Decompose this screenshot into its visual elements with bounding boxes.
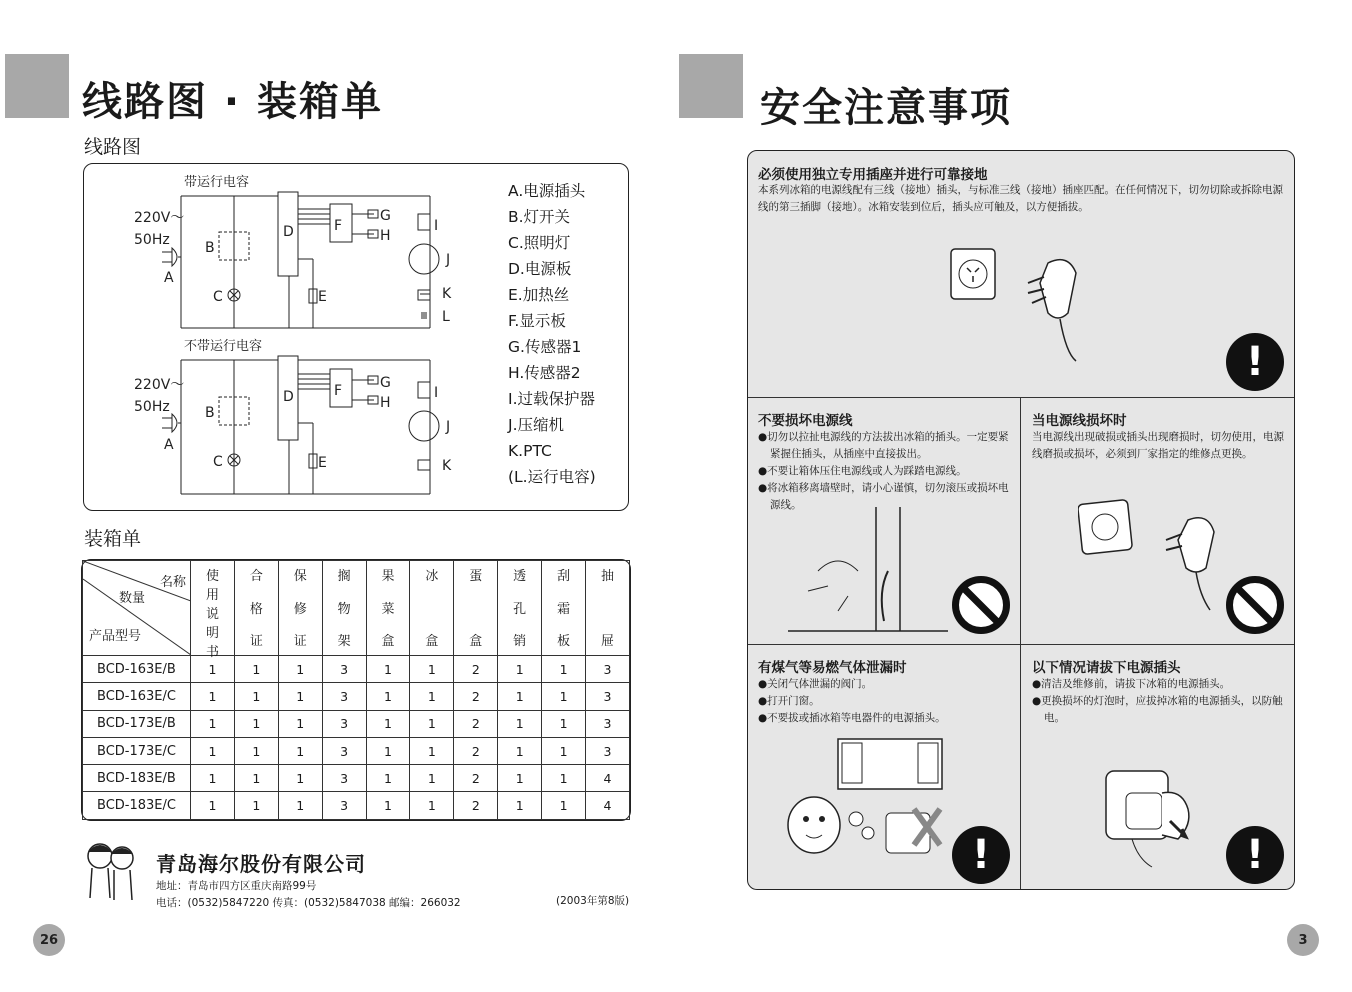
svg-text:C: C — [213, 454, 223, 470]
svg-text:220V～: 220V～ — [134, 377, 185, 393]
col-header: 抽 屉 — [586, 561, 630, 656]
svg-text:D: D — [283, 224, 294, 240]
warning-icon: ! — [952, 826, 1010, 884]
company-contact: 电话：(0532)5847220 传真：(0532)5847038 邮编：266032 — [156, 897, 461, 909]
section5-list — [1032, 676, 1288, 727]
svg-text:G: G — [380, 208, 391, 224]
wiring-heading: 线路图 — [84, 136, 142, 158]
legend-item: B.灯开关 — [508, 208, 571, 226]
mascot-logo — [82, 838, 140, 906]
col-header: 搁 物 架 — [322, 561, 366, 656]
title-marker — [5, 54, 69, 118]
company-name: 青岛海尔股份有限公司 — [156, 852, 366, 876]
title-marker-right — [679, 54, 743, 118]
col-header: 刮 霜 板 — [542, 561, 586, 656]
svg-text:50Hz: 50Hz — [134, 399, 170, 415]
svg-text:I: I — [434, 385, 439, 401]
page-number-left: 26 — [33, 924, 65, 956]
prohibited-icon — [1226, 576, 1284, 634]
table-row: BCD-183E/B 1 1 1 3 1 1 2 1 1 4 — [83, 765, 630, 792]
legend-item: C.照明灯 — [508, 234, 571, 252]
table-row: BCD-183E/C 1 1 1 3 1 1 2 1 1 4 — [83, 792, 630, 819]
packing-heading: 装箱单 — [84, 528, 142, 550]
legend-item: H.传感器2 — [508, 364, 581, 382]
svg-text:E: E — [318, 289, 327, 305]
col-header: 使 用 说 明 书 — [191, 561, 235, 656]
svg-text:H: H — [380, 228, 391, 244]
corner-model-label: 产品型号 — [89, 629, 142, 644]
company-address: 地址：青岛市四方区重庆南路99号 — [156, 880, 317, 892]
col-header: 透 孔 销 — [498, 561, 542, 656]
gas-leak-illustration — [766, 737, 956, 887]
svg-text:带运行电容: 带运行电容 — [184, 175, 250, 190]
section2-title: 不要损坏电源线 — [758, 413, 853, 429]
svg-text:L: L — [442, 309, 450, 325]
socket-plug-illustration — [948, 243, 1108, 363]
legend-item: (L.运行电容) — [508, 468, 596, 486]
legend-item: E.加热丝 — [508, 286, 570, 304]
legend-item: I.过载保护器 — [508, 390, 595, 408]
legend-item: G.传感器1 — [508, 338, 582, 356]
col-header: 保 修 证 — [278, 561, 322, 656]
section3-text: 当电源线出现破损或插头出现磨损时，切勿使用，电源线磨损或损坏，必须到厂家指定的维修点更换。 — [1032, 431, 1284, 460]
svg-text:B: B — [205, 240, 215, 256]
section3-title: 当电源线损坏时 — [1032, 413, 1127, 429]
col-header: 蛋 盒 — [454, 561, 498, 656]
svg-text:220V～: 220V～ — [134, 210, 185, 226]
svg-text:G: G — [380, 375, 391, 391]
legend-item: K.PTC — [508, 442, 552, 460]
legend-item: F.显示板 — [508, 312, 566, 330]
section4-bullet: ●打开门窗。 — [758, 695, 820, 707]
svg-text:H: H — [380, 395, 391, 411]
col-header: 合 格 证 — [234, 561, 278, 656]
svg-text:D: D — [283, 389, 294, 405]
wiring-legend — [508, 178, 596, 490]
col-header: 冰 盒 — [410, 561, 454, 656]
svg-text:C: C — [213, 289, 223, 305]
safety-panel — [747, 150, 1295, 890]
corner-qty-label: 数量 — [119, 591, 146, 606]
warning-icon: ! — [1226, 826, 1284, 884]
page-number-right: 3 — [1287, 924, 1319, 956]
section4-list — [758, 676, 1014, 727]
table-row: BCD-163E/C 1 1 1 3 1 1 2 1 1 3 — [83, 683, 630, 710]
svg-text:I: I — [434, 218, 439, 234]
table-header-row — [83, 561, 630, 656]
legend-item: D.电源板 — [508, 260, 572, 278]
svg-text:50Hz: 50Hz — [134, 232, 170, 248]
svg-text:K: K — [442, 286, 452, 302]
wiring-diagram-panel — [83, 163, 629, 511]
svg-text:B: B — [205, 405, 215, 421]
section2-bullet: ●切勿以拉扯电源线的方法拔出冰箱的插头。一定要紧紧握住插头，从插座中直接拔出。 — [758, 431, 1009, 460]
svg-text:F: F — [334, 218, 343, 234]
svg-text:K: K — [442, 458, 452, 474]
section4-title: 有煤气等易燃气体泄漏时 — [758, 660, 907, 676]
section1-title: 必须使用独立专用插座并进行可靠接地 — [758, 167, 988, 183]
legend-item: J.压缩机 — [508, 416, 564, 434]
svg-text:A: A — [164, 437, 174, 453]
safety-title: 安全注意事项 — [760, 85, 1012, 131]
section5-bullet: ●清洁及维修前，请拔下冰箱的电源插头。 — [1032, 678, 1231, 690]
svg-text:A: A — [164, 270, 174, 286]
svg-text:不带运行电容: 不带运行电容 — [184, 339, 263, 354]
unplug-illustration — [1102, 763, 1212, 873]
section5-title: 以下情况请拔下电源插头 — [1032, 660, 1181, 676]
table-row: BCD-173E/B 1 1 1 3 1 1 2 1 1 3 — [83, 710, 630, 737]
prohibited-icon — [952, 576, 1010, 634]
section2-bullet: ●不要让箱体压住电源线或人为踩踏电源线。 — [758, 465, 967, 477]
table-corner — [83, 561, 191, 656]
packing-table — [82, 560, 630, 820]
table-row: BCD-163E/B 1 1 1 3 1 1 2 1 1 3 — [83, 656, 630, 683]
section4-bullet: ●不要拔或插冰箱等电器件的电源插头。 — [758, 712, 946, 724]
cable-damage-illustration — [788, 501, 968, 641]
section2-bullet: ●将冰箱移离墙壁时，请小心谨慎，切勿滚压或损坏电源线。 — [758, 482, 1009, 511]
svg-text:F: F — [334, 383, 343, 399]
section5-bullet: ●更换损坏的灯泡时，应拔掉冰箱的电源插头，以防触电。 — [1032, 695, 1283, 724]
corner-name-label: 名称 — [159, 575, 186, 590]
section4-bullet: ●关闭气体泄漏的阀门。 — [758, 678, 873, 690]
edition-note: (2003年第8版) — [556, 895, 630, 907]
legend-item: A.电源插头 — [508, 182, 586, 200]
section1-text: 本系列冰箱的电源线配有三线（接地）插头，与标准三线（接地）插座匹配。在任何情况下，切勿切除或拆除电源线的第三插脚（接地）。冰箱安装到位后，插头应可触及，以方便插拔。 — [758, 184, 1283, 213]
svg-text:J: J — [446, 252, 451, 268]
table-row: BCD-173E/C 1 1 1 3 1 1 2 1 1 3 — [83, 737, 630, 764]
page-title: 线路图 · 装箱单 — [82, 79, 384, 125]
svg-text:J: J — [446, 419, 451, 435]
svg-text:E: E — [318, 455, 327, 471]
col-header: 果 菜 盒 — [366, 561, 410, 656]
warning-icon: ! — [1226, 333, 1284, 391]
